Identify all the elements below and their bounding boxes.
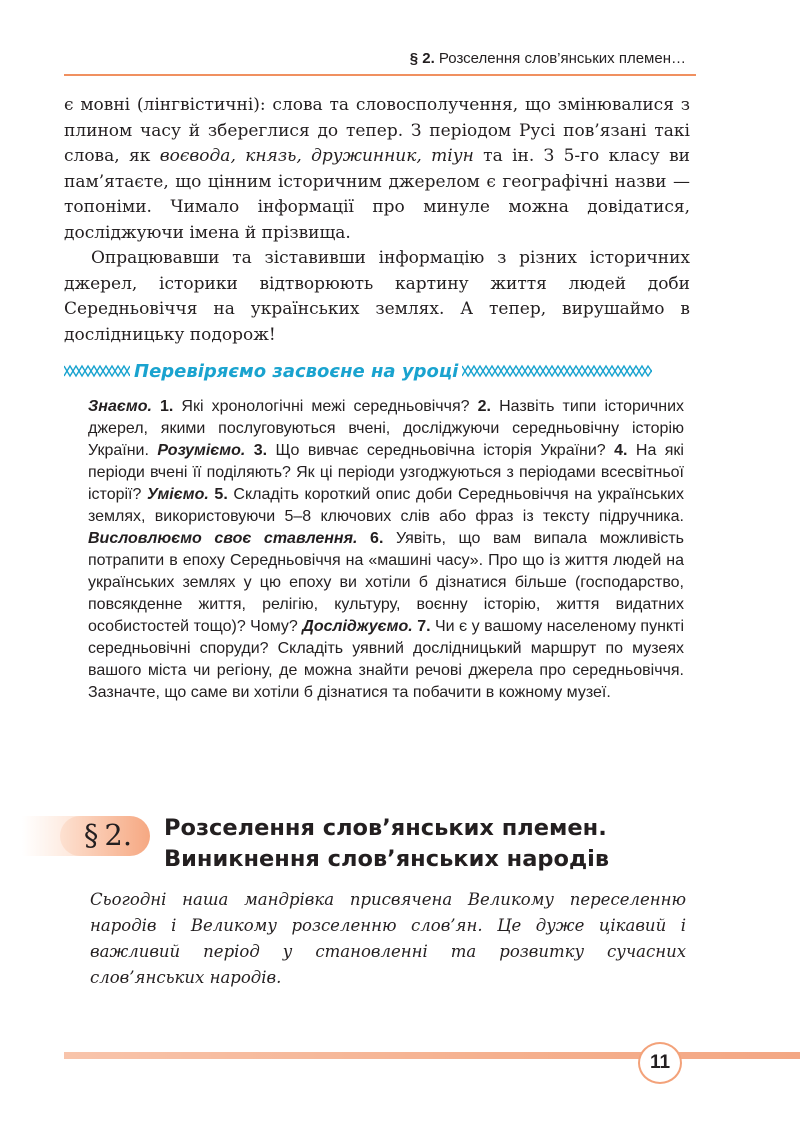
question-text: Уявіть, що вам випала можливість потрапити в епоху Середньовіччя на «машині часу». Про що із життя людей на українських землях у цю епоху ви хотіли б дізнатися більше (господарство, повсякденне життя, релігію, культуру, воєнну історію, життя видатних особистостей тощо)? Чому? — [88, 530, 684, 635]
question-number: 1. — [160, 398, 174, 415]
question-number: 4. — [614, 442, 628, 459]
question-number: 6. — [357, 530, 384, 547]
questions-block — [88, 396, 684, 704]
check-title: Перевіряємо засвоєне на уроці — [134, 360, 459, 382]
question-text: Назвіть типи історичних джерел, якими послуговуються вчені, досліджуючи середньовічну історію України. — [88, 398, 685, 459]
section-intro: Сьогодні наша мандрівка присвячена Великому переселенню народів і Великому розселенню слов’ян. Це дуже цікавий і важливий період у становленні та розвитку сучасних слов’янських народів. — [90, 890, 686, 987]
keyword-rozumiyemo: Розуміємо. — [157, 442, 246, 459]
section-number-value: 2. — [104, 818, 133, 852]
question-text: На які періоди вчені її поділяють? Як ці періоди узгоджуються з періодами всесвітньої історії? — [88, 442, 684, 503]
section-title — [164, 813, 684, 875]
p1-start: є мовні (лінгвістичні): слова та словосполучення, що змінювалися з плином часу й збереглися до тепер. З періодом Русі пов’язані такі слова, як — [64, 95, 690, 166]
running-head-title: Розселення слов’янських племен… — [438, 50, 686, 67]
check-banner — [64, 356, 684, 386]
question-text: Чи є у вашому населеному пункті середньовічні споруди? Складіть уявний дослідницький маршрут по музеях вашого міста чи регіону, де можна знайти речові джерела про середньовіччя. Зазначте, що саме ви хотіли б дізнатися та побачити в кожному музеї. — [88, 618, 684, 701]
body-paragraph-1 — [64, 93, 690, 246]
section-number — [66, 813, 150, 857]
question-number: 3. — [245, 442, 268, 459]
question-text: Що вивчає середньовічна історія України? — [267, 442, 615, 459]
question-text: Складіть короткий опис доби Середньовіччя на українських землях, використовуючи 5–8 ключових слів або фраз із тексту підручника. — [88, 486, 685, 525]
header-rule — [64, 74, 696, 76]
paragraph-sign-icon: § — [83, 818, 99, 852]
section-title-line-2: Виникнення слов’янських народів — [164, 846, 610, 872]
keyword-umiyemo: Уміємо. — [147, 486, 209, 503]
running-head — [64, 50, 686, 67]
keyword-znayemo: Знаємо. — [88, 398, 152, 415]
keyword-doslidzhuyemo: Досліджуємо. — [302, 618, 413, 635]
body-paragraph-2: Опрацювавши та зіставивши інформацію з різних історичних джерел, історики відтворюють картину життя людей доби Середньовіччя на українських землях. А тепер, вирушаймо в дослідницьку подорож! — [64, 248, 690, 345]
question-number: 5. — [208, 486, 228, 503]
question-number: 2. — [477, 398, 491, 415]
p1-end: та ін. З 5-го класу ви пам’ятаєте, що цінним історичним джерелом є географічні назви — топоніми. Чимало інформації про минуле можна довідатися, досліджуючи імена й прізвища. — [64, 146, 690, 243]
braid-ornament-right-icon — [462, 364, 652, 378]
braid-ornament-left-icon — [64, 364, 130, 378]
p1-italic-terms: воєвода, князь, дружинник, тіун — [159, 146, 474, 166]
keyword-vyslovlyuyemo: Висловлюємо своє ставлення. — [88, 530, 358, 547]
body-text — [64, 93, 690, 348]
question-text: Які хронологічні межі середньовіччя? — [173, 398, 478, 415]
section-title-line-1: Розселення слов’янських племен. — [164, 815, 607, 841]
footer-rule — [64, 1052, 800, 1059]
running-head-section-mark: § 2. — [409, 50, 435, 67]
page-number: 11 — [638, 1042, 682, 1084]
question-number: 7. — [412, 618, 431, 635]
